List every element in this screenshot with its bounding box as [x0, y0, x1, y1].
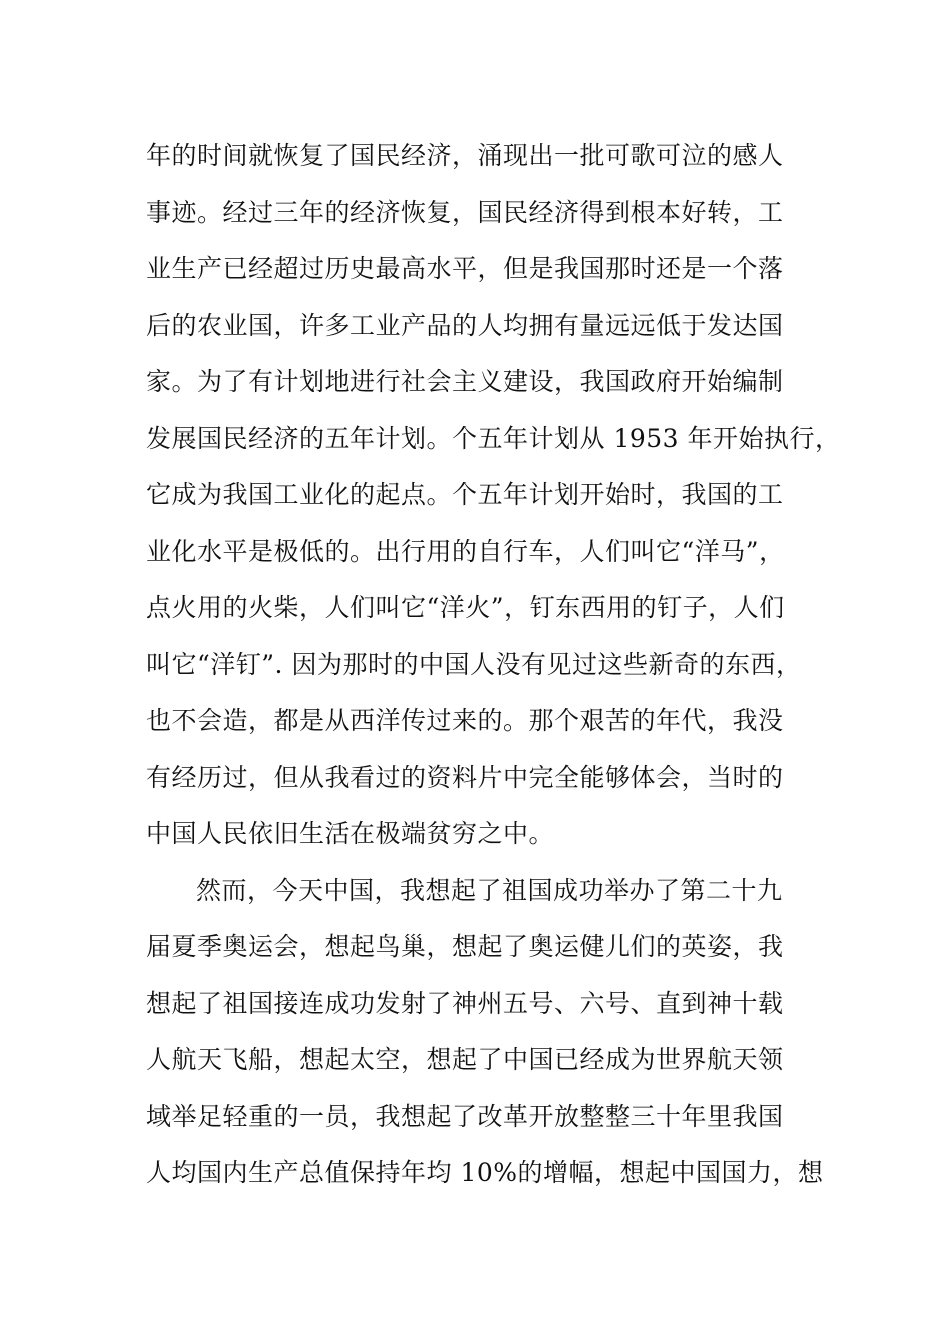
text-line: 业生产已经超过历史最高水平，但是我国那时还是一个落: [146, 254, 784, 283]
text-line: 也不会造，都是从西洋传过来的。那个艰苦的年代，我没: [146, 706, 784, 735]
text-line: 年的时间就恢复了国民经济，涌现出一批可歌可泣的感人: [146, 141, 784, 170]
paragraph-2: [146, 863, 824, 1202]
text-line: 有经历过，但从我看过的资料片中完全能够体会，当时的: [146, 762, 784, 792]
text-line: 想起了祖国接连成功发射了神州五号、六号、直到神十载: [146, 988, 784, 1018]
text-line-indented: 然而，今天中国，我想起了祖国成功举办了第二十九: [196, 875, 783, 905]
text-line: 届夏季奥运会，想起鸟巢，想起了奥运健儿们的英姿，我: [146, 932, 784, 961]
text-line: 域举足轻重的一员，我想起了改革开放整整三十年里我国: [146, 1101, 784, 1131]
text-line: 点火用的火柴，人们叫它“洋火”，钉东西用的钉子，人们: [146, 593, 785, 622]
text-line: 事迹。经过三年的经济恢复，国民经济得到根本好转，工: [146, 197, 784, 227]
text-line: 发展国民经济的五年计划。个五年计划从 1953 年开始执行，: [146, 423, 841, 453]
text-line: 业化水平是极低的。出行用的自行车，人们叫它“洋马”，: [146, 536, 785, 566]
body-text: [146, 128, 841, 1202]
paragraph-1: [146, 128, 841, 863]
text-line: 它成为我国工业化的起点。个五年计划开始时，我国的工: [146, 480, 784, 509]
text-line: 人航天飞船，想起太空，想起了中国已经成为世界航天领: [146, 1045, 784, 1074]
text-line: 后的农业国，许多工业产品的人均拥有量远远低于发达国: [146, 310, 784, 340]
text-line: 中国人民依旧生活在极端贫穷之中。: [146, 819, 555, 848]
text-line: 家。为了有计划地进行社会主义建设，我国政府开始编制: [146, 367, 784, 396]
text-line: 叫它“洋钉”. 因为那时的中国人没有见过这些新奇的东西，: [146, 649, 802, 679]
text-line: 人均国内生产总值保持年均 10%的增幅，想起中国国力，想: [146, 1158, 824, 1187]
